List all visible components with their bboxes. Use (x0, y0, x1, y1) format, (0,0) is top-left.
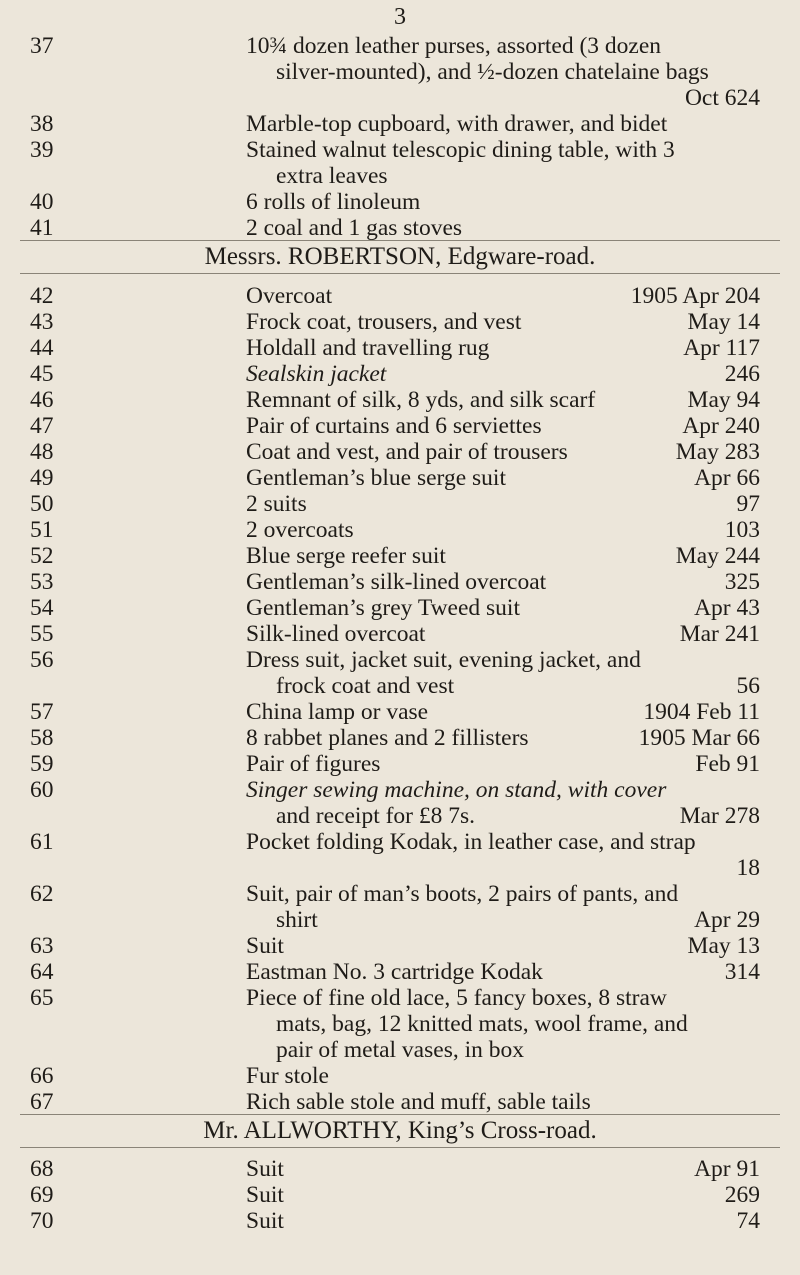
lot-description: Pair of curtains and 6 serviettes (246, 413, 542, 439)
lot-number: 65 (30, 985, 54, 1011)
lot-number: 50 (30, 491, 54, 517)
lot-reference: 325 (724, 569, 760, 595)
lot-description: Eastman No. 3 cartridge Kodak (246, 959, 543, 985)
lot-description: Gentleman’s silk-lined overcoat (246, 569, 547, 595)
lot-description: Gentleman’s grey Tweed suit (246, 595, 520, 621)
lot-number: 49 (30, 465, 54, 491)
lot-reference: Apr 117 (683, 335, 760, 361)
lot-description: Singer sewing machine, on stand, with cover (246, 777, 667, 803)
lot-reference: Oct 624 (684, 85, 760, 111)
lot-reference: 18 (736, 855, 760, 881)
lot-number: 46 (30, 387, 54, 413)
lot-number: 63 (30, 933, 54, 959)
lot-number: 54 (30, 595, 54, 621)
lot-description-continued: frock coat and vest (276, 673, 455, 699)
lot-description: Silk-lined overcoat (246, 621, 426, 647)
lot-description: China lamp or vase (246, 699, 429, 725)
lot-description: Coat and vest, and pair of trousers (246, 439, 568, 465)
lot-number: 38 (30, 111, 54, 137)
lot-description: Frock coat, trousers, and vest (246, 309, 522, 335)
lot-reference: 74 (736, 1208, 760, 1234)
page-number: 3 (394, 4, 406, 30)
lot-reference: 97 (736, 491, 760, 517)
lot-reference: May 13 (687, 933, 760, 959)
lot-number: 70 (30, 1208, 54, 1234)
lot-description: 2 overcoats (246, 517, 354, 543)
lot-number: 52 (30, 543, 54, 569)
lot-number: 53 (30, 569, 54, 595)
lot-description: Rich sable stole and muff, sable tails (246, 1089, 591, 1115)
lot-reference: 269 (724, 1182, 760, 1208)
lot-number: 57 (30, 699, 54, 725)
lot-description-continued: silver-mounted), and ½-dozen chatelaine bags (276, 59, 709, 85)
lot-number: 69 (30, 1182, 54, 1208)
lot-description: 10¾ dozen leather purses, assorted (3 dozen (246, 33, 662, 59)
section-divider (20, 1114, 780, 1115)
lot-number: 56 (30, 647, 54, 673)
lot-reference: Apr 66 (694, 465, 760, 491)
lot-number: 68 (30, 1156, 54, 1182)
lot-reference: Mar 278 (679, 803, 760, 829)
lot-number: 51 (30, 517, 54, 543)
lot-reference: 56 (736, 673, 760, 699)
lot-number: 64 (30, 959, 54, 985)
lot-reference: 1905 Apr 204 (630, 283, 760, 309)
lot-description: 6 rolls of linoleum (246, 189, 421, 215)
lot-reference: Apr 91 (694, 1156, 760, 1182)
lot-description: Holdall and travelling rug (246, 335, 490, 361)
lot-description-continued: mats, bag, 12 knitted mats, wool frame, and (276, 1011, 688, 1037)
lot-description: Stained walnut telescopic dining table, with 3 (246, 137, 675, 163)
lot-description: Suit (246, 1182, 284, 1208)
lot-number: 42 (30, 283, 54, 309)
lot-number: 67 (30, 1089, 54, 1115)
lot-reference: 1905 Mar 66 (638, 725, 760, 751)
lot-description: Pocket folding Kodak, in leather case, and strap (246, 829, 696, 855)
lot-reference: May 244 (675, 543, 760, 569)
lot-reference: 103 (724, 517, 760, 543)
lot-description-continued: extra leaves (276, 163, 388, 189)
lot-description: Marble-top cupboard, with drawer, and bidet (246, 111, 668, 137)
lot-description: Sealskin jacket (246, 361, 387, 387)
lot-description: Suit (246, 933, 284, 959)
lot-description: Blue serge reefer suit (246, 543, 446, 569)
lot-number: 45 (30, 361, 54, 387)
section-heading-robertson: Messrs. ROBERTSON, Edgware-road. (204, 243, 596, 270)
lot-description: Gentleman’s blue serge suit (246, 465, 506, 491)
lot-number: 61 (30, 829, 54, 855)
section-divider (20, 240, 780, 241)
lot-number: 37 (30, 33, 54, 59)
lot-description: Pair of figures (246, 751, 381, 777)
lot-reference: May 283 (675, 439, 760, 465)
lot-description-continued: shirt (276, 907, 318, 933)
lot-reference: Feb 91 (695, 751, 760, 777)
lot-description: Suit (246, 1208, 284, 1234)
lot-number: 66 (30, 1063, 54, 1089)
lot-number: 41 (30, 215, 54, 241)
lot-number: 55 (30, 621, 54, 647)
lot-number: 62 (30, 881, 54, 907)
lot-description: Dress suit, jacket suit, evening jacket, and (246, 647, 641, 673)
lot-number: 44 (30, 335, 54, 361)
lot-number: 60 (30, 777, 54, 803)
lot-reference: Apr 240 (682, 413, 760, 439)
lot-number: 40 (30, 189, 54, 215)
lot-description: 2 coal and 1 gas stoves (246, 215, 463, 241)
lot-number: 43 (30, 309, 54, 335)
lot-description: Overcoat (246, 283, 333, 309)
lot-reference: 1904 Feb 11 (643, 699, 760, 725)
lot-description-continued: and receipt for £8 7s. (276, 803, 476, 829)
lot-number: 48 (30, 439, 54, 465)
lot-description: 2 suits (246, 491, 307, 517)
lot-reference: May 14 (687, 309, 760, 335)
lot-description: Suit (246, 1156, 284, 1182)
lot-description-continued: pair of metal vases, in box (276, 1037, 524, 1063)
lot-reference: Mar 241 (679, 621, 760, 647)
lot-reference: Apr 29 (694, 907, 760, 933)
lot-description: 8 rabbet planes and 2 fillisters (246, 725, 529, 751)
lot-number: 59 (30, 751, 54, 777)
section-heading-allworthy: Mr. ALLWORTHY, King’s Cross-road. (203, 1117, 597, 1144)
section-divider (20, 1147, 780, 1148)
lot-description: Piece of fine old lace, 5 fancy boxes, 8 straw (246, 985, 667, 1011)
lot-description: Fur stole (246, 1063, 329, 1089)
lot-number: 47 (30, 413, 54, 439)
section-divider (20, 273, 780, 274)
lot-reference: 246 (724, 361, 760, 387)
lot-reference: Apr 43 (694, 595, 760, 621)
lot-reference: May 94 (687, 387, 760, 413)
lot-number: 39 (30, 137, 54, 163)
lot-reference: 314 (724, 959, 760, 985)
lot-description: Suit, pair of man’s boots, 2 pairs of pants, and (246, 881, 679, 907)
lot-description: Remnant of silk, 8 yds, and silk scarf (246, 387, 596, 413)
lot-number: 58 (30, 725, 54, 751)
